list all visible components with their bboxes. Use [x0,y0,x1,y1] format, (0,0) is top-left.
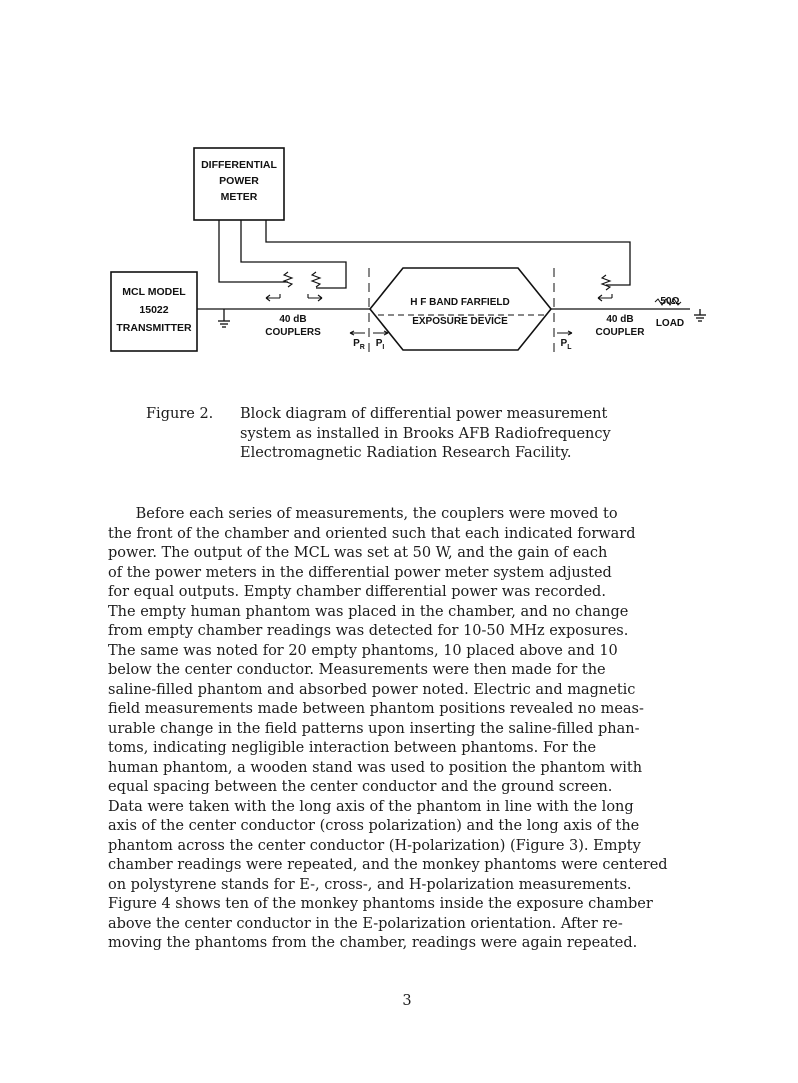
load-label [650,291,690,335]
body-line: chamber readings were repeated, and the monkey phantoms were centered [108,857,668,873]
transmitter-label [111,283,197,337]
body-paragraph [108,505,748,954]
body-line: for equal outputs. Empty chamber differential power was recorded. [108,584,606,600]
body-line: of the power meters in the differential power meter system adjusted [108,564,612,581]
body-line: axis of the center conductor (cross polarization) and the long axis of the [108,818,640,834]
body-line: power. The output of the MCL was set at 50 W, and the gain of each [108,545,608,561]
body-line: equal spacing between the center conductor and the ground screen. [108,779,613,795]
pr-letter: P [353,338,360,349]
pl-letter: P [560,338,568,349]
body-line: moving the phantoms from the chamber, readings were again repeated. [108,935,638,951]
couplers-left-line-1: 40 dB [279,314,307,325]
body-line: Figure 4 shows ten of the monkey phantoms inside the exposure chamber [108,896,653,912]
power-meter-line-3: METER [220,191,258,203]
power-meter-line-2: POWER [219,175,259,187]
caption-line: Block diagram of differential power measurement [240,406,608,422]
exposure-device-line-1: H F BAND FARFIELD [410,297,510,308]
caption-line: system as installed in Brooks AFB Radiofrequency [240,425,611,442]
caption-line: Electromagnetic Radiation Research Facility. [240,445,572,461]
body-line: human phantom, a wooden stand was used to position the phantom with [108,759,643,776]
body-line: urable change in the field patterns upon inserting the saline-filled phan- [108,720,640,737]
body-line: from empty chamber readings was detected for 10-50 MHz exposures. [108,623,629,639]
body-line: Data were taken with the long axis of the phantom in line with the long [108,798,634,815]
pi-letter: P [375,338,383,349]
power-meter-line-1: DIFFERENTIAL [201,159,277,171]
caption-text [240,405,690,464]
load-value: 50Ω [660,296,680,307]
load-text: LOAD [655,318,685,329]
body-line: the front of the chamber and oriented such that each indicated forward [108,525,636,542]
body-line: above the center conductor in the E-polarization orientation. After re- [108,915,623,932]
transmitter-line-2: 15022 [139,304,169,316]
body-line: The empty human phantom was placed in the chamber, and no change [108,603,629,620]
body-line: Before each series of measurements, the couplers were moved to [108,506,618,522]
coupler-right-line-1: 40 dB [606,314,634,325]
pi-subscript: I [382,344,385,351]
exposure-device-line-2: EXPOSURE DEVICE [412,316,508,327]
couplers-left-label [258,313,328,339]
power-meter-label [194,157,284,205]
transmitter-line-1: MCL MODEL [122,286,186,298]
exposure-device-label [395,293,525,331]
page-number: 3 [402,993,412,1009]
body-line: toms, indicating negligible interaction between phantoms. For the [108,740,597,756]
body-line: field measurements made between phantom positions revealed no meas- [108,701,644,717]
coupler-right-label [585,313,655,339]
figure-label: Figure 2. [146,406,214,422]
body-line: The same was noted for 20 empty phantoms, 10 placed above and 10 [108,642,618,659]
transmitter-line-3: TRANSMITTER [116,322,192,334]
coupler-right-line-2: COUPLER [595,327,645,338]
body-line: phantom across the center conductor (H-polarization) (Figure 3). Empty [108,837,641,854]
pl-subscript: L [567,344,572,351]
block-diagram [0,0,798,400]
pr-label [349,337,369,354]
body-line: saline-filled phantom and absorbed power noted. Electric and magnetic [108,681,636,698]
body-line: below the center conductor. Measurements were then made for the [108,662,606,678]
pl-label [556,337,576,354]
body-line: on polystyrene stands for E-, cross-, and H-polarization measurements. [108,876,632,893]
pr-subscript: R [359,344,365,351]
couplers-left-line-2: COUPLERS [265,327,321,338]
pi-label [370,337,390,354]
